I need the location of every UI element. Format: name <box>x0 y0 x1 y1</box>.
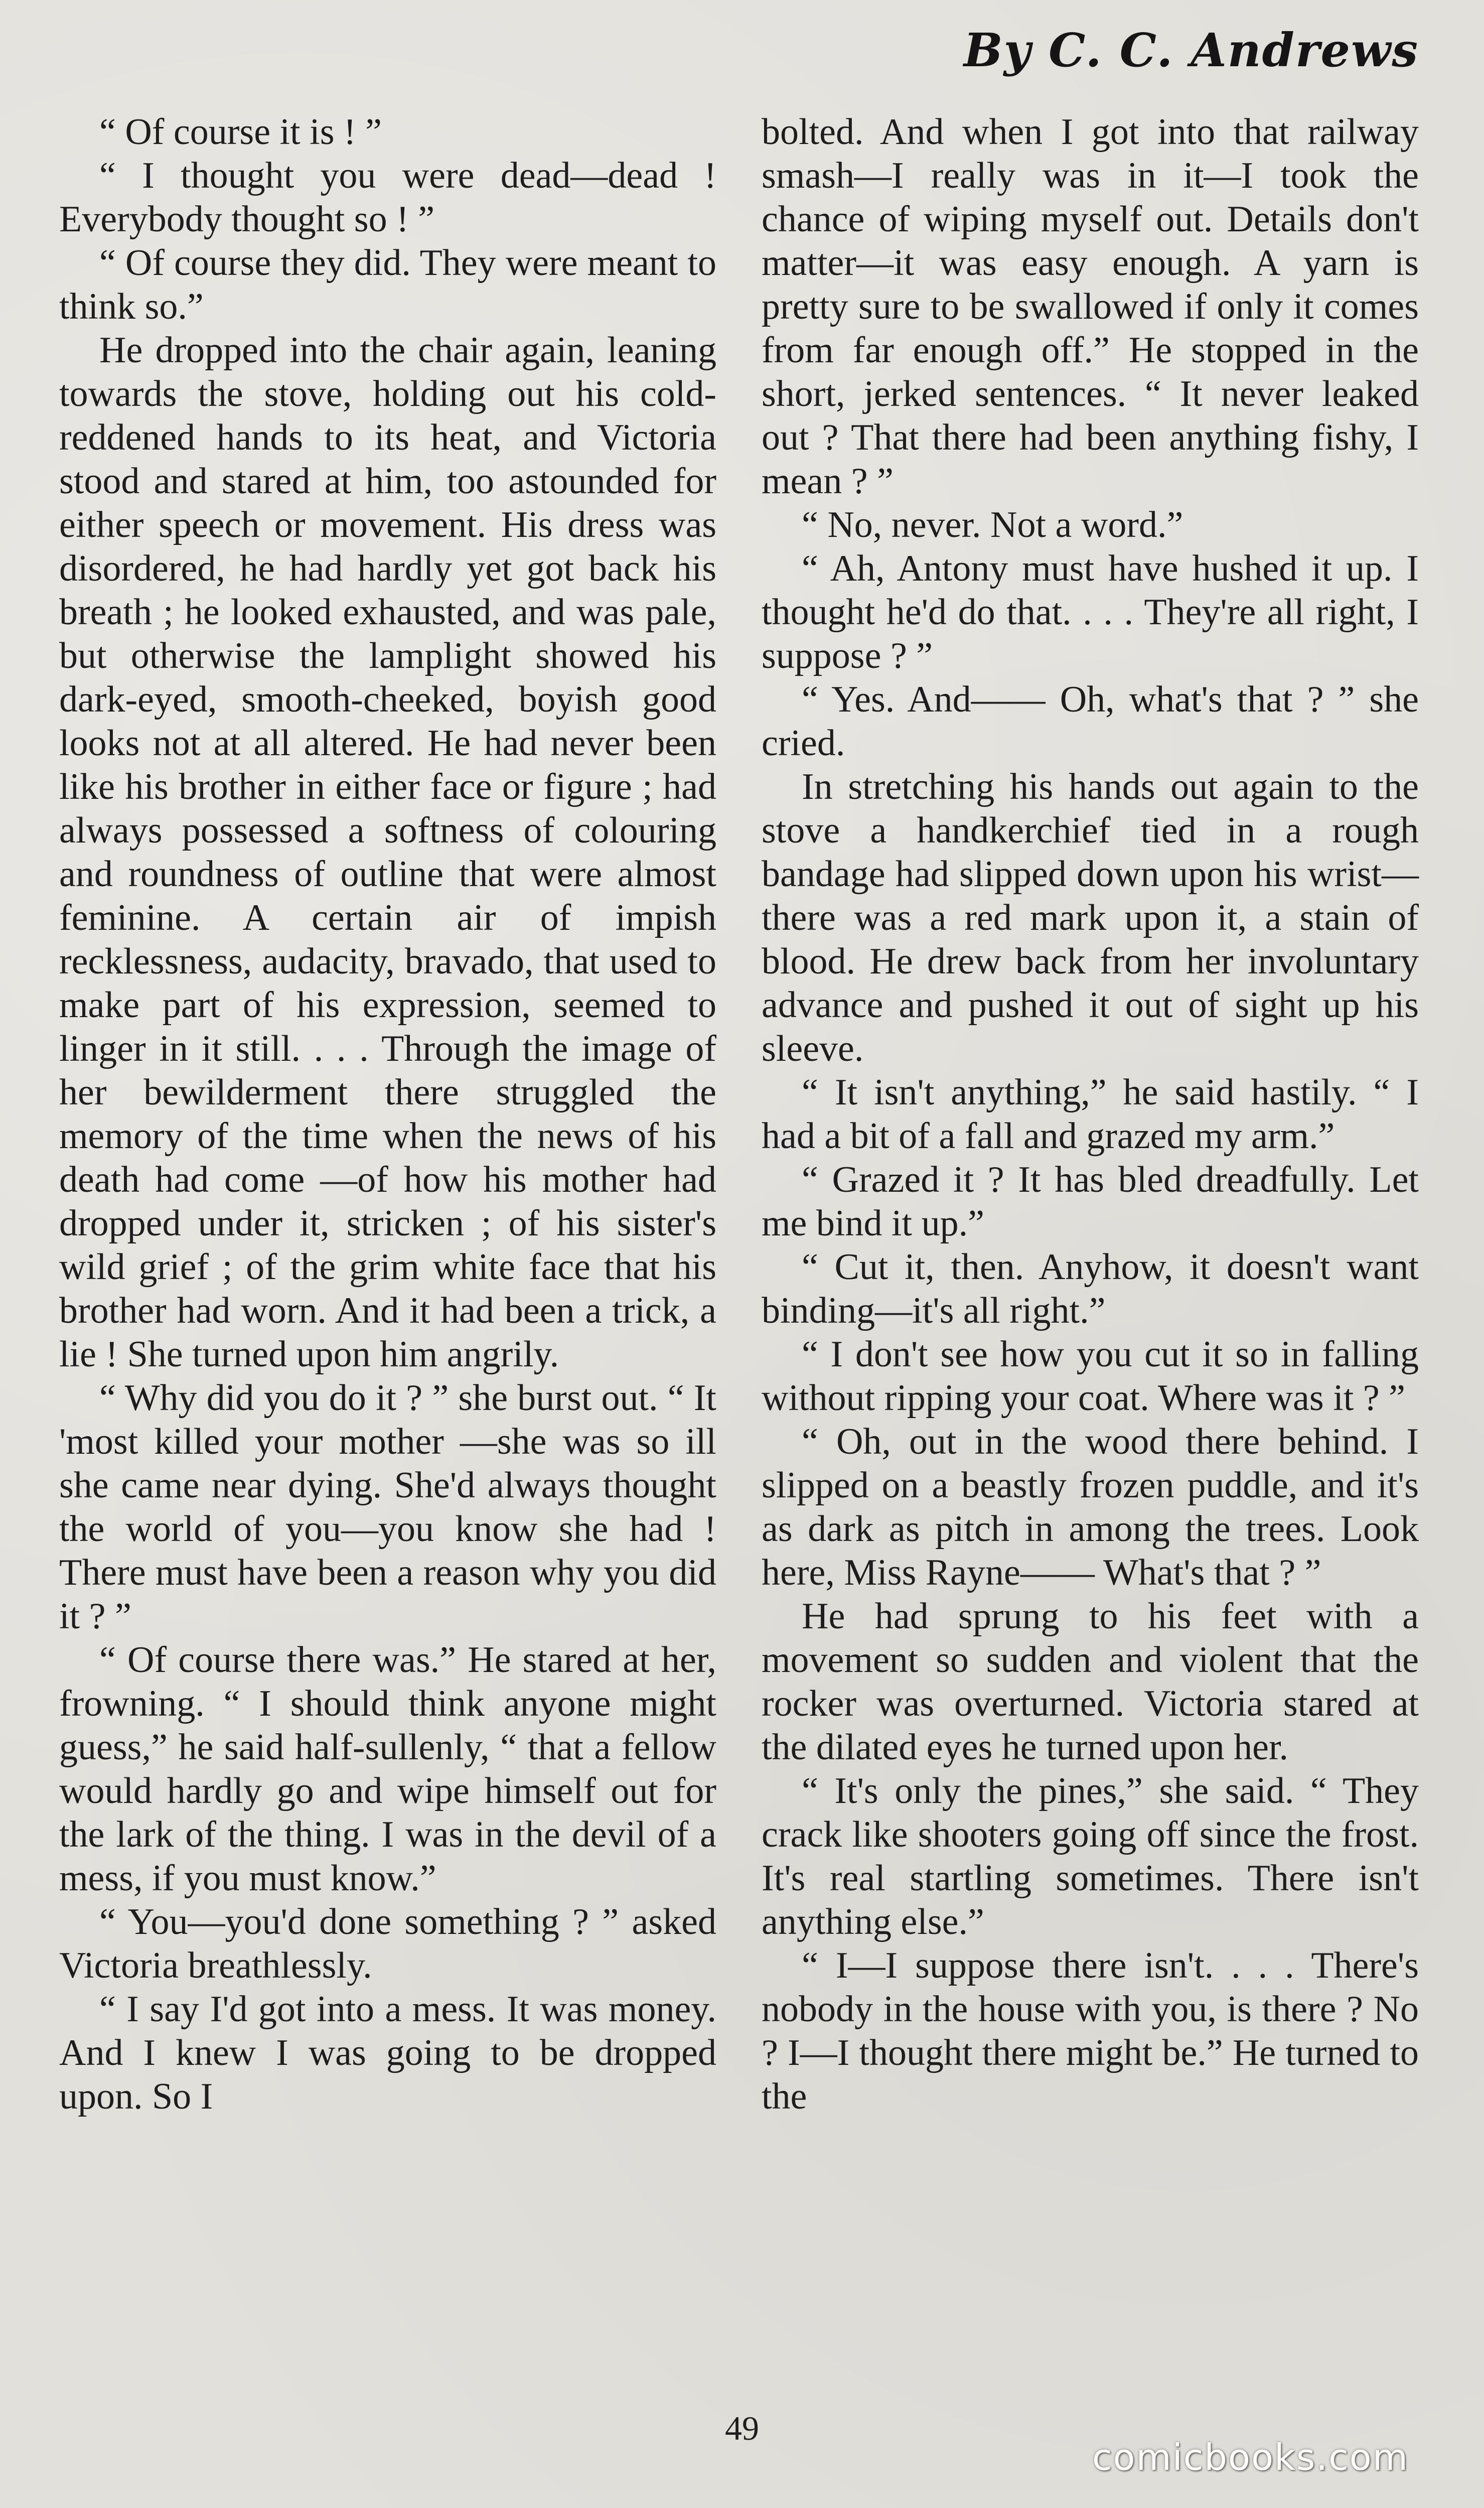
paragraph: “ Of course there was.” He stared at her, frowning. “ I should think anyone might guess,” he said half-sullenly, “ that a fellow would hardly go and wipe himself out for the lark of the thing. I was in the devil of a mess, if you must know.” <box>59 1639 716 1899</box>
paragraph: “ Of course they did. They were meant to think so.” <box>59 242 716 327</box>
paragraph: “ Ah, Antony must have hushed it up. I thought he'd do that. . . . They're all right, I suppose ? ” <box>762 548 1419 676</box>
page-number: 49 <box>725 2409 759 2447</box>
author-byline: By C. C. Andrews <box>963 23 1419 77</box>
paragraph: “ No, never. Not a word.” <box>802 504 1183 545</box>
paragraph: “ Oh, out in the wood there behind. I slipped on a beastly frozen puddle, and it's as dark as pitch in among the trees. Look here, Miss Rayne—— What's that ? ” <box>762 1421 1419 1593</box>
site-watermark: comicbooks.com <box>1092 2436 1409 2478</box>
right-text-column <box>762 110 1419 2119</box>
paragraph: “ It isn't anything,” he said hastily. “ I had a bit of a fall and grazed my arm.” <box>762 1072 1419 1157</box>
left-text-column <box>59 110 716 2119</box>
paragraph: “ Of course it is ! ” <box>99 111 382 153</box>
paragraph: “ Why did you do it ? ” she burst out. “ It 'most killed your mother —she was so ill she came near dying. She'd always thought the world of you—you know she had ! There must have been a reason why you did it ? ” <box>59 1377 716 1637</box>
paragraph: He dropped into the chair again, leaning towards the stove, holding out his cold-reddened hands to its heat, and Victoria stood and stared at him, too astounded for either speech or movement. His dress was disordered, he had hardly yet got back his breath ; he looked exhausted, and was pale, but otherwise the lamplight showed his dark-eyed, smooth-cheeked, boyish good looks not at all altered. He had never been like his brother in either face or figure ; had always possessed a softness of colouring and roundness of outline that were almost feminine. A certain air of impish recklessness, audacity, bravado, that used to make part of his expression, seemed to linger in it still. . . . Through the image of her bewilderment there struggled the memory of the time when the news of his death had come —of how his mother had dropped under it, stricken ; of his sister's wild grief ; of the grim white face that his brother had worn. And it had been a trick, a lie ! She turned upon him angrily. <box>59 330 716 1375</box>
paragraph: “ It's only the pines,” she said. “ They crack like shooters going off since the frost. It's real startling sometimes. There isn't anything else.” <box>762 1770 1419 1942</box>
paragraph: “ I don't see how you cut it so in falling without ripping your coat. Where was it ? ” <box>762 1334 1419 1419</box>
paragraph: “ I say I'd got into a mess. It was money. And I knew I was going to be dropped upon. So I <box>59 1989 716 2117</box>
paragraph: In stretching his hands out again to the stove a handkerchief tied in a rough bandage had slipped down upon his wrist—there was a red mark upon it, a stain of blood. He drew back from her involuntary advance and pushed it out of sight up his sleeve. <box>762 766 1419 1069</box>
paragraph: “ Cut it, then. Anyhow, it doesn't want binding—it's all right.” <box>762 1246 1419 1331</box>
paragraph: “ You—you'd done something ? ” asked Victoria breathlessly. <box>59 1901 716 1986</box>
paragraph: “ I thought you were dead—dead ! Everybody thought so ! ” <box>59 155 716 240</box>
paragraph: “ Yes. And—— Oh, what's that ? ” she cried. <box>762 679 1419 764</box>
continued-paragraph: bolted. And when I got into that railway smash—I really was in it—I took the chance of wiping myself out. Details don't matter—it was easy enough. A yarn is pretty sure to be swallowed if only it comes from far enough off.” He stopped in the short, jerked sentences. “ It never leaked out ? That there had been anything fishy, I mean ? ” <box>762 111 1419 502</box>
paragraph: “ I—I suppose there isn't. . . . There's nobody in the house with you, is there ? No ? I—I thought there might be.” He turned to the <box>762 1945 1419 2117</box>
paragraph: He had sprung to his feet with a movement so sudden and violent that the rocker was overturned. Victoria stared at the dilated eyes he turned upon her. <box>762 1596 1419 1768</box>
paragraph: “ Grazed it ? It has bled dreadfully. Let me bind it up.” <box>762 1159 1419 1244</box>
